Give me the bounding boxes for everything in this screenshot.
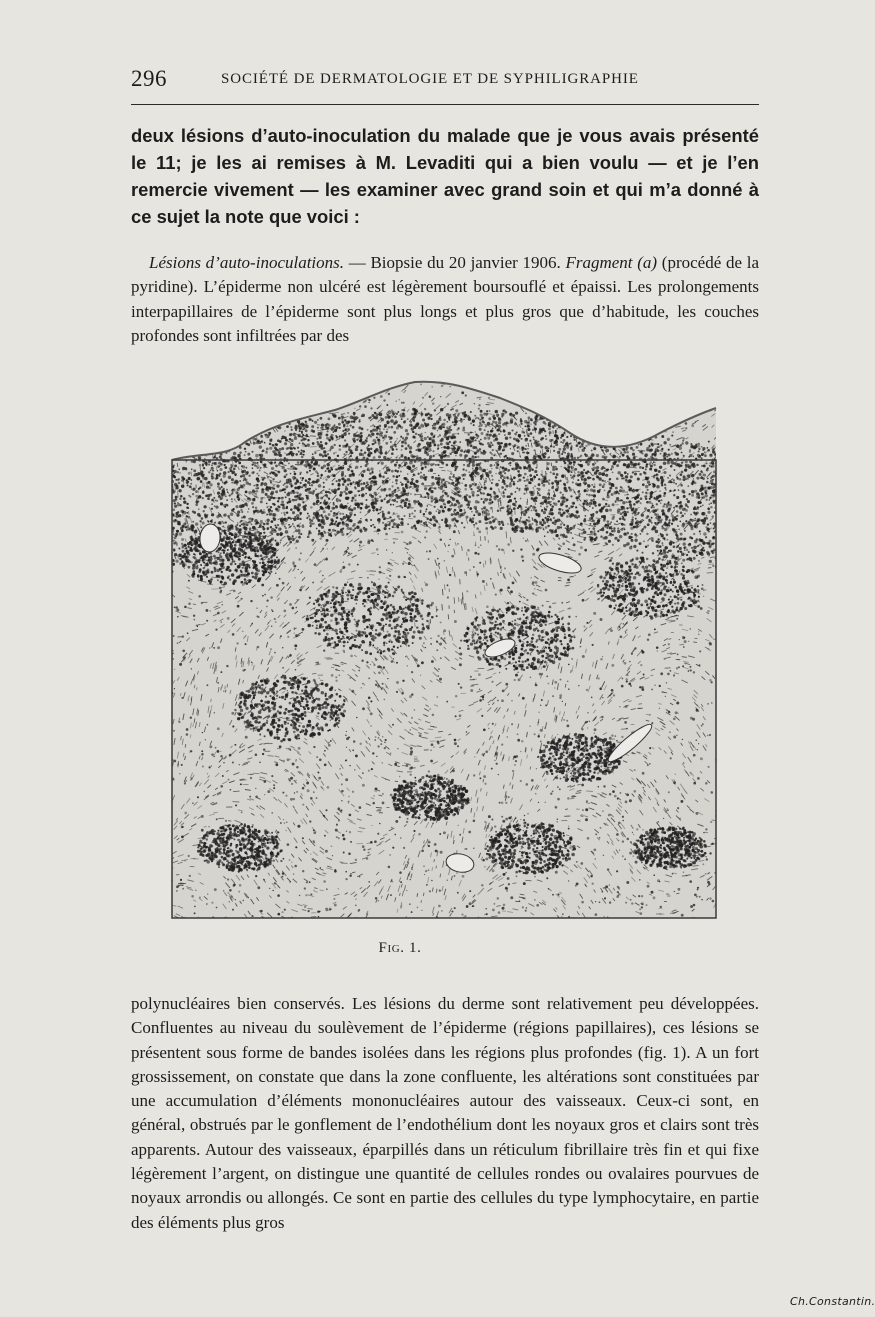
biopsy-dash: —	[344, 253, 371, 272]
biopsy-fragment: Fragment (a)	[565, 253, 658, 272]
illustrator-signature: Ch.Constantin.	[790, 1295, 875, 1308]
header-rule	[131, 104, 759, 105]
continuation-paragraph: polynucléaires bien conservés. Les lésions du derme sont relativement peu développées. Confluentes au niveau du soulèvement de l’épiderme (régions papillaires), ces lésions se présentent sous forme de bandes isolées dans les régions plus profondes (fig. 1). A un fort grossissement, on constate que dans la zone confluente, les altérations sont constituées par une accumulation d’éléments mononucléaires autour des vaisseaux. Ceux-ci sont, en général, obstrués par le gonflement de l’endothélium dont les noyaux gros et clairs sont très apparents. Autour des vaisseaux, éparpillés dans un réticulum fibrillaire très fin et qui fixe légèrement l’argent, on distingue une quantité de cellules rondes ou ovalaires pourvues de noyaux arrondis ou allongés. Ce sont en partie des cellules du type lymphocytaire, en partie des éléments plus gros	[131, 994, 759, 1232]
figure-caption: Fig. 1.	[378, 940, 422, 956]
biopsy-title: Lésions d’auto-inoculations.	[149, 253, 345, 272]
page-number: 296	[131, 66, 167, 91]
biopsy-text-1: Biopsie du 20 janvier 1906.	[370, 253, 566, 272]
page-header	[131, 66, 759, 96]
biopsy-paragraph	[131, 251, 759, 348]
biopsy-text-2: (procédé de la pyridine). L’épiderme non ulcéré est légèrement boursouflé et épaissi. Les prolongements interpapillaires de l’épiderme sont plus longs et plus gros que d’habitude, les couches profondes sont infiltrées par des	[131, 253, 759, 345]
intro-paragraph: deux lésions d’auto-inoculation du malade que je vous avais présenté le 11; je les ai remises à M. Levaditi qui a bien voulu — et je l’en remercie vivement — les examiner avec grand soin et qui m’a donné à ce sujet la note que voici :	[131, 125, 759, 227]
histology-drawing	[170, 378, 718, 923]
running-head: SOCIÉTÉ DE DERMATOLOGIE ET DE SYPHILIGRAPHIE	[221, 71, 639, 87]
